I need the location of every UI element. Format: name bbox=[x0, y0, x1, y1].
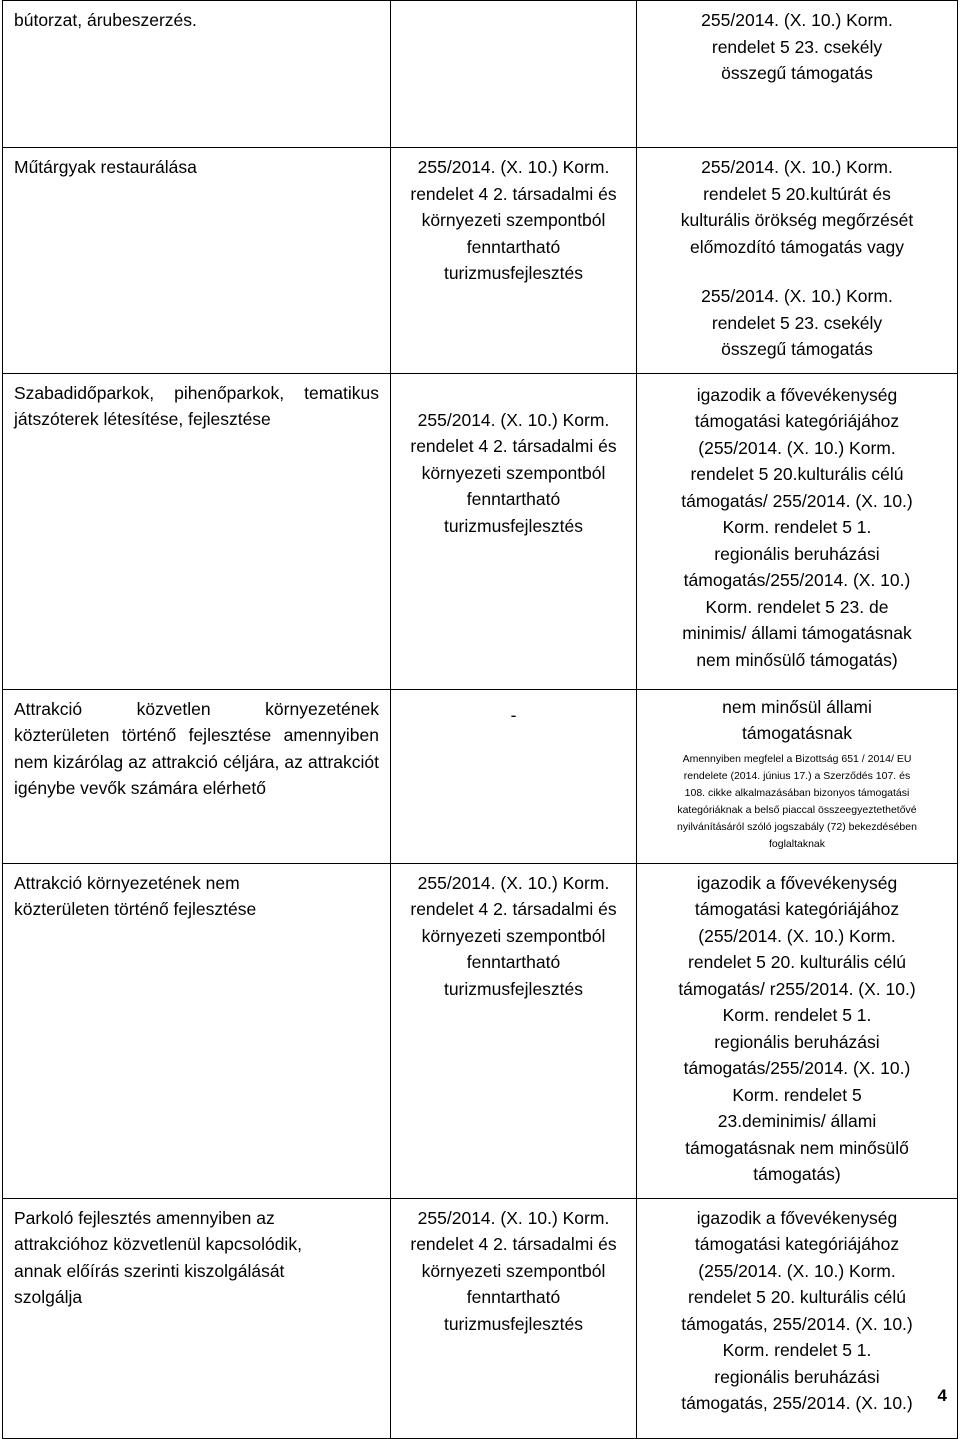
legal-basis-line: - bbox=[510, 704, 517, 725]
aid-block bbox=[648, 283, 946, 363]
aid-line: (255/2014. (X. 10.) Korm. bbox=[698, 925, 896, 946]
aid-line: támogatási kategóriájához bbox=[694, 1234, 900, 1254]
aid-line: rendelet 5 23. csekély bbox=[711, 312, 883, 333]
aid-line: (255/2014. (X. 10.) Korm. bbox=[698, 437, 896, 458]
activity-text: bútorzat, árubeszerzés. bbox=[14, 10, 197, 30]
aid-footnote-line: foglaltaknak bbox=[768, 837, 826, 850]
table-row bbox=[3, 689, 958, 863]
legal-basis-cell bbox=[391, 1, 637, 148]
aid-line: rendelet 5 20.kulturális célú bbox=[690, 464, 904, 484]
aid-block bbox=[648, 7, 946, 87]
activity-cell bbox=[3, 1198, 391, 1438]
aid-line: igazodik a fővevékenység bbox=[696, 872, 898, 893]
aid-category-cell bbox=[637, 1198, 958, 1438]
legal-basis-line: 255/2014. (X. 10.) Korm. bbox=[417, 872, 610, 893]
table-row bbox=[3, 373, 958, 689]
legal-basis-line: turizmusfejlesztés bbox=[443, 1313, 584, 1334]
activity-text: közterületen történő fejlesztése bbox=[14, 899, 257, 919]
aid-line: támogatásnak bbox=[742, 723, 852, 743]
activity-text: annak előírás szerinti kiszolgálását bbox=[14, 1260, 285, 1281]
aid-line: támogatás, 255/2014. (X. 10.) bbox=[681, 1393, 913, 1413]
table-row bbox=[3, 1198, 958, 1438]
legal-basis-line: 255/2014. (X. 10.) Korm. bbox=[417, 157, 610, 177]
legal-basis-line: turizmusfejlesztés bbox=[443, 263, 584, 283]
aid-line: támogatásnak nem minősülő bbox=[685, 1137, 909, 1158]
aid-line: Korm. rendelet 5 1. bbox=[722, 1005, 872, 1025]
aid-line: rendelet 5 20. kulturális célú bbox=[688, 1287, 906, 1307]
aid-line: támogatás/255/2014. (X. 10.) bbox=[683, 1058, 911, 1078]
legal-basis-line: rendelet 4 2. társadalmi és bbox=[410, 436, 617, 456]
legal-basis-line: fenntartható bbox=[466, 236, 561, 257]
aid-block bbox=[648, 154, 946, 260]
aid-line: (255/2014. (X. 10.) Korm. bbox=[698, 1260, 896, 1281]
activity-text: Műtárgyak restaurálása bbox=[14, 157, 197, 177]
aid-block bbox=[648, 694, 946, 747]
activity-cell bbox=[3, 1, 391, 148]
aid-line: 23.deminimis/ állami bbox=[717, 1111, 877, 1131]
legal-basis-line: rendelet 4 2. társadalmi és bbox=[410, 899, 617, 919]
legal-basis-line: környezeti szempontból bbox=[421, 462, 606, 483]
aid-footnote-line: nyilvánításáról szóló jogszabály (72) bekezdésében bbox=[677, 820, 917, 833]
aid-footnote-line: 108. cikke alkalmazásában bizonyos támogatási bbox=[684, 786, 910, 799]
aid-line: igazodik a fővevékenység bbox=[696, 384, 898, 405]
aid-category-cell bbox=[637, 373, 958, 689]
aid-line: Korm. rendelet 5 bbox=[732, 1084, 862, 1105]
legal-basis-line: 255/2014. (X. 10.) Korm. bbox=[417, 409, 610, 430]
legal-basis-cell bbox=[391, 373, 637, 689]
activity-cell bbox=[3, 689, 391, 863]
legal-basis-line: fenntartható bbox=[466, 489, 561, 509]
aid-line: rendelet 5 23. csekély bbox=[711, 36, 883, 57]
table-row bbox=[3, 148, 958, 374]
aid-line: minimis/ állami támogatásnak bbox=[682, 623, 912, 643]
block-spacer bbox=[648, 260, 946, 283]
aid-footnote-line: Amennyiben megfelel a Bizottság 651 / 2014/ EU bbox=[682, 752, 912, 765]
aid-line: nem minősül állami bbox=[722, 696, 872, 717]
legal-basis-line: fenntartható bbox=[466, 1287, 561, 1307]
legal-basis-line: 255/2014. (X. 10.) Korm. bbox=[417, 1207, 610, 1228]
aid-line: regionális beruházási bbox=[714, 1366, 880, 1387]
aid-line: támogatás/255/2014. (X. 10.) bbox=[683, 570, 911, 590]
legal-basis-cell bbox=[391, 863, 637, 1198]
activity-cell bbox=[3, 373, 391, 689]
legal-basis-line: környezeti szempontból bbox=[421, 1260, 606, 1281]
activity-text: szolgálja bbox=[14, 1287, 83, 1307]
activity-text: Szabadidőparkok, pihenőparkok, tematikus játszóterek létesítése, fejlesztése bbox=[14, 382, 379, 429]
activity-cell bbox=[3, 863, 391, 1198]
aid-line: regionális beruházási bbox=[714, 1031, 880, 1052]
aid-line: regionális beruházási bbox=[714, 543, 880, 564]
aid-footnote-line: rendelete (2014. június 17.) a Szerződés 107. és bbox=[683, 769, 911, 782]
aid-line: támogatási kategóriájához bbox=[694, 411, 900, 431]
support-table bbox=[2, 0, 958, 1439]
legal-basis-cell bbox=[391, 689, 637, 863]
activity-text: Attrakció környezetének nem bbox=[14, 872, 240, 893]
table-row bbox=[3, 1, 958, 148]
activity-text: Attrakció közvetlen környezetének közterületen történő fejlesztése amennyiben nem kizárólag az attrakció céljára, az attrakciót igénybe vevők számára elérhető bbox=[14, 698, 379, 798]
activity-text: Parkoló fejlesztés amennyiben az bbox=[14, 1207, 275, 1228]
aid-line: rendelet 5 20.kultúrát és bbox=[703, 183, 891, 204]
aid-line: 255/2014. (X. 10.) Korm. bbox=[701, 10, 893, 30]
legal-basis-cell bbox=[391, 1198, 637, 1438]
aid-line: összegű támogatás bbox=[721, 63, 873, 83]
aid-line: 255/2014. (X. 10.) Korm. bbox=[701, 157, 893, 177]
aid-category-cell bbox=[637, 689, 958, 863]
aid-category-cell bbox=[637, 148, 958, 374]
aid-category-cell bbox=[637, 863, 958, 1198]
aid-line: támogatás) bbox=[753, 1164, 841, 1184]
aid-line: támogatás, 255/2014. (X. 10.) bbox=[681, 1313, 913, 1334]
aid-line: 255/2014. (X. 10.) Korm. bbox=[701, 286, 893, 306]
aid-line: rendelet 5 20. kulturális célú bbox=[688, 952, 906, 972]
legal-basis-line: környezeti szempontból bbox=[421, 925, 606, 946]
aid-line: előmozdító támogatás vagy bbox=[689, 236, 904, 257]
aid-block bbox=[648, 382, 946, 674]
aid-line: Korm. rendelet 5 23. de bbox=[705, 596, 889, 617]
aid-line: támogatás/ 255/2014. (X. 10.) bbox=[681, 490, 913, 511]
aid-block bbox=[648, 1205, 946, 1417]
legal-basis-line: környezeti szempontból bbox=[421, 210, 606, 230]
table-row bbox=[3, 863, 958, 1198]
aid-footnote bbox=[648, 751, 946, 853]
aid-block bbox=[648, 870, 946, 1188]
legal-basis-line: rendelet 4 2. társadalmi és bbox=[410, 183, 617, 204]
legal-basis-line: turizmusfejlesztés bbox=[443, 515, 584, 536]
aid-category-cell bbox=[637, 1, 958, 148]
aid-line: Korm. rendelet 5 1. bbox=[722, 1340, 872, 1360]
aid-line: nem minősülő támogatás) bbox=[696, 649, 898, 670]
aid-line: kulturális örökség megőrzését bbox=[680, 210, 914, 230]
legal-basis-line: rendelet 4 2. társadalmi és bbox=[410, 1234, 617, 1254]
aid-line: támogatási kategóriájához bbox=[694, 899, 900, 919]
page-number: 4 bbox=[937, 1386, 947, 1405]
legal-basis-cell bbox=[391, 148, 637, 374]
aid-footnote-line: kategóriáknak a belső piaccal összeegyeztethetővé bbox=[677, 803, 917, 816]
aid-line: összegű támogatás bbox=[721, 339, 873, 359]
aid-line: igazodik a fővevékenység bbox=[696, 1207, 898, 1228]
activity-cell bbox=[3, 148, 391, 374]
aid-line: Korm. rendelet 5 1. bbox=[722, 517, 872, 537]
legal-basis-line: fenntartható bbox=[466, 952, 561, 972]
legal-basis-line: turizmusfejlesztés bbox=[443, 978, 584, 999]
activity-text: attrakcióhoz közvetlenül kapcsolódik, bbox=[14, 1234, 302, 1254]
aid-line: támogatás/ r255/2014. (X. 10.) bbox=[678, 978, 916, 999]
